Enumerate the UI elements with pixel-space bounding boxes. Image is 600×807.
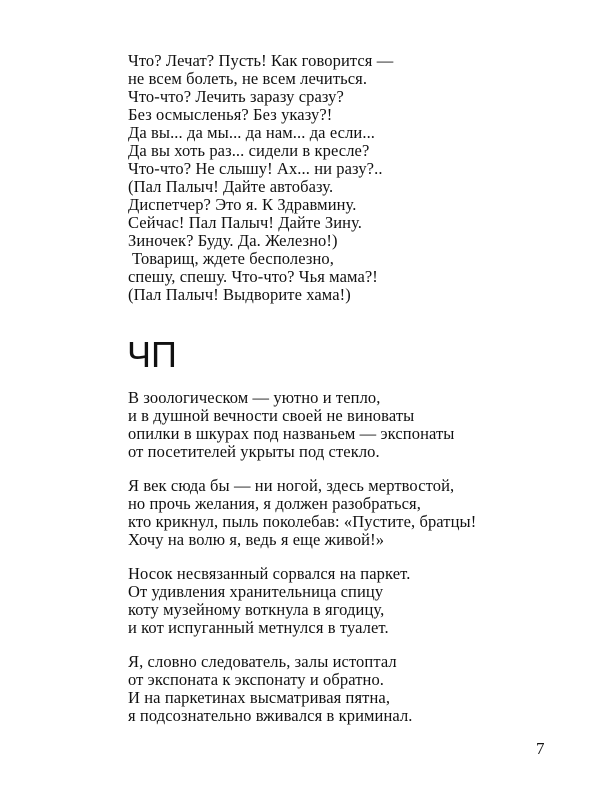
poem-line: Без осмысленья? Без указу?!: [128, 105, 333, 124]
poem-line: спешу, спешу. Что-что? Чья мама?!: [128, 267, 378, 286]
poem-line: коту музейному воткнула в ягодицу,: [128, 600, 385, 619]
poem-line: Что? Лечат? Пусть! Как говорится —: [128, 51, 394, 70]
poem-line: и в душной вечности своей не виноваты: [128, 406, 415, 425]
poem-line: Хочу на волю я, ведь я еще живой!»: [128, 530, 385, 549]
poem-line: Я, словно следователь, залы истоптал: [128, 652, 397, 671]
poem-line: От удивления хранительница спицу: [128, 582, 384, 601]
poem-line: кто крикнул, пыль поколебав: «Пустите, братцы!: [128, 512, 477, 531]
poem-line: Что-что? Не слышу! Ах... ни разу?..: [128, 159, 383, 178]
poem-line: (Пал Палыч! Выдворите хама!): [128, 285, 351, 304]
poem-line: Диспетчер? Это я. К Здравмину.: [128, 195, 357, 214]
poem-line: и кот испуганный метнулся в туалет.: [128, 618, 389, 637]
poem-line: я подсознательно вживался в криминал.: [128, 706, 413, 725]
poem-line: И на паркетинах высматривая пятна,: [128, 688, 391, 707]
poem-line: Товарищ, ждете бесполезно,: [132, 249, 334, 268]
poem-title: ЧП: [127, 334, 177, 375]
poem-line: Да вы... да мы... да нам... да если...: [128, 123, 376, 142]
poem-line: Да вы хоть раз... сидели в кресле?: [128, 141, 370, 160]
poem-line: Сейчас! Пал Палыч! Дайте Зину.: [128, 213, 363, 232]
poem-line: В зоологическом — уютно и тепло,: [128, 388, 381, 407]
poem-line: Носок несвязанный сорвался на паркет.: [128, 564, 411, 583]
poem-line: от экспоната к экспонату и обратно.: [128, 670, 385, 689]
poem-line: Зиночек? Буду. Да. Железно!): [128, 231, 338, 250]
poem-line: от посетителей укрыты под стекло.: [128, 442, 380, 461]
page-number: 7: [536, 739, 545, 758]
poem-line: (Пал Палыч! Дайте автобазу.: [128, 177, 334, 196]
poem-line: но прочь желания, я должен разобраться,: [128, 494, 421, 513]
poem-line: Я век сюда бы — ни ногой, здесь мертвостой,: [128, 476, 455, 495]
poem-line: Что-что? Лечить заразу сразу?: [128, 87, 344, 106]
poem-line: опилки в шкурах под названьем — экспонаты: [128, 424, 455, 443]
poem-line: не всем болеть, не всем лечиться.: [128, 69, 368, 88]
